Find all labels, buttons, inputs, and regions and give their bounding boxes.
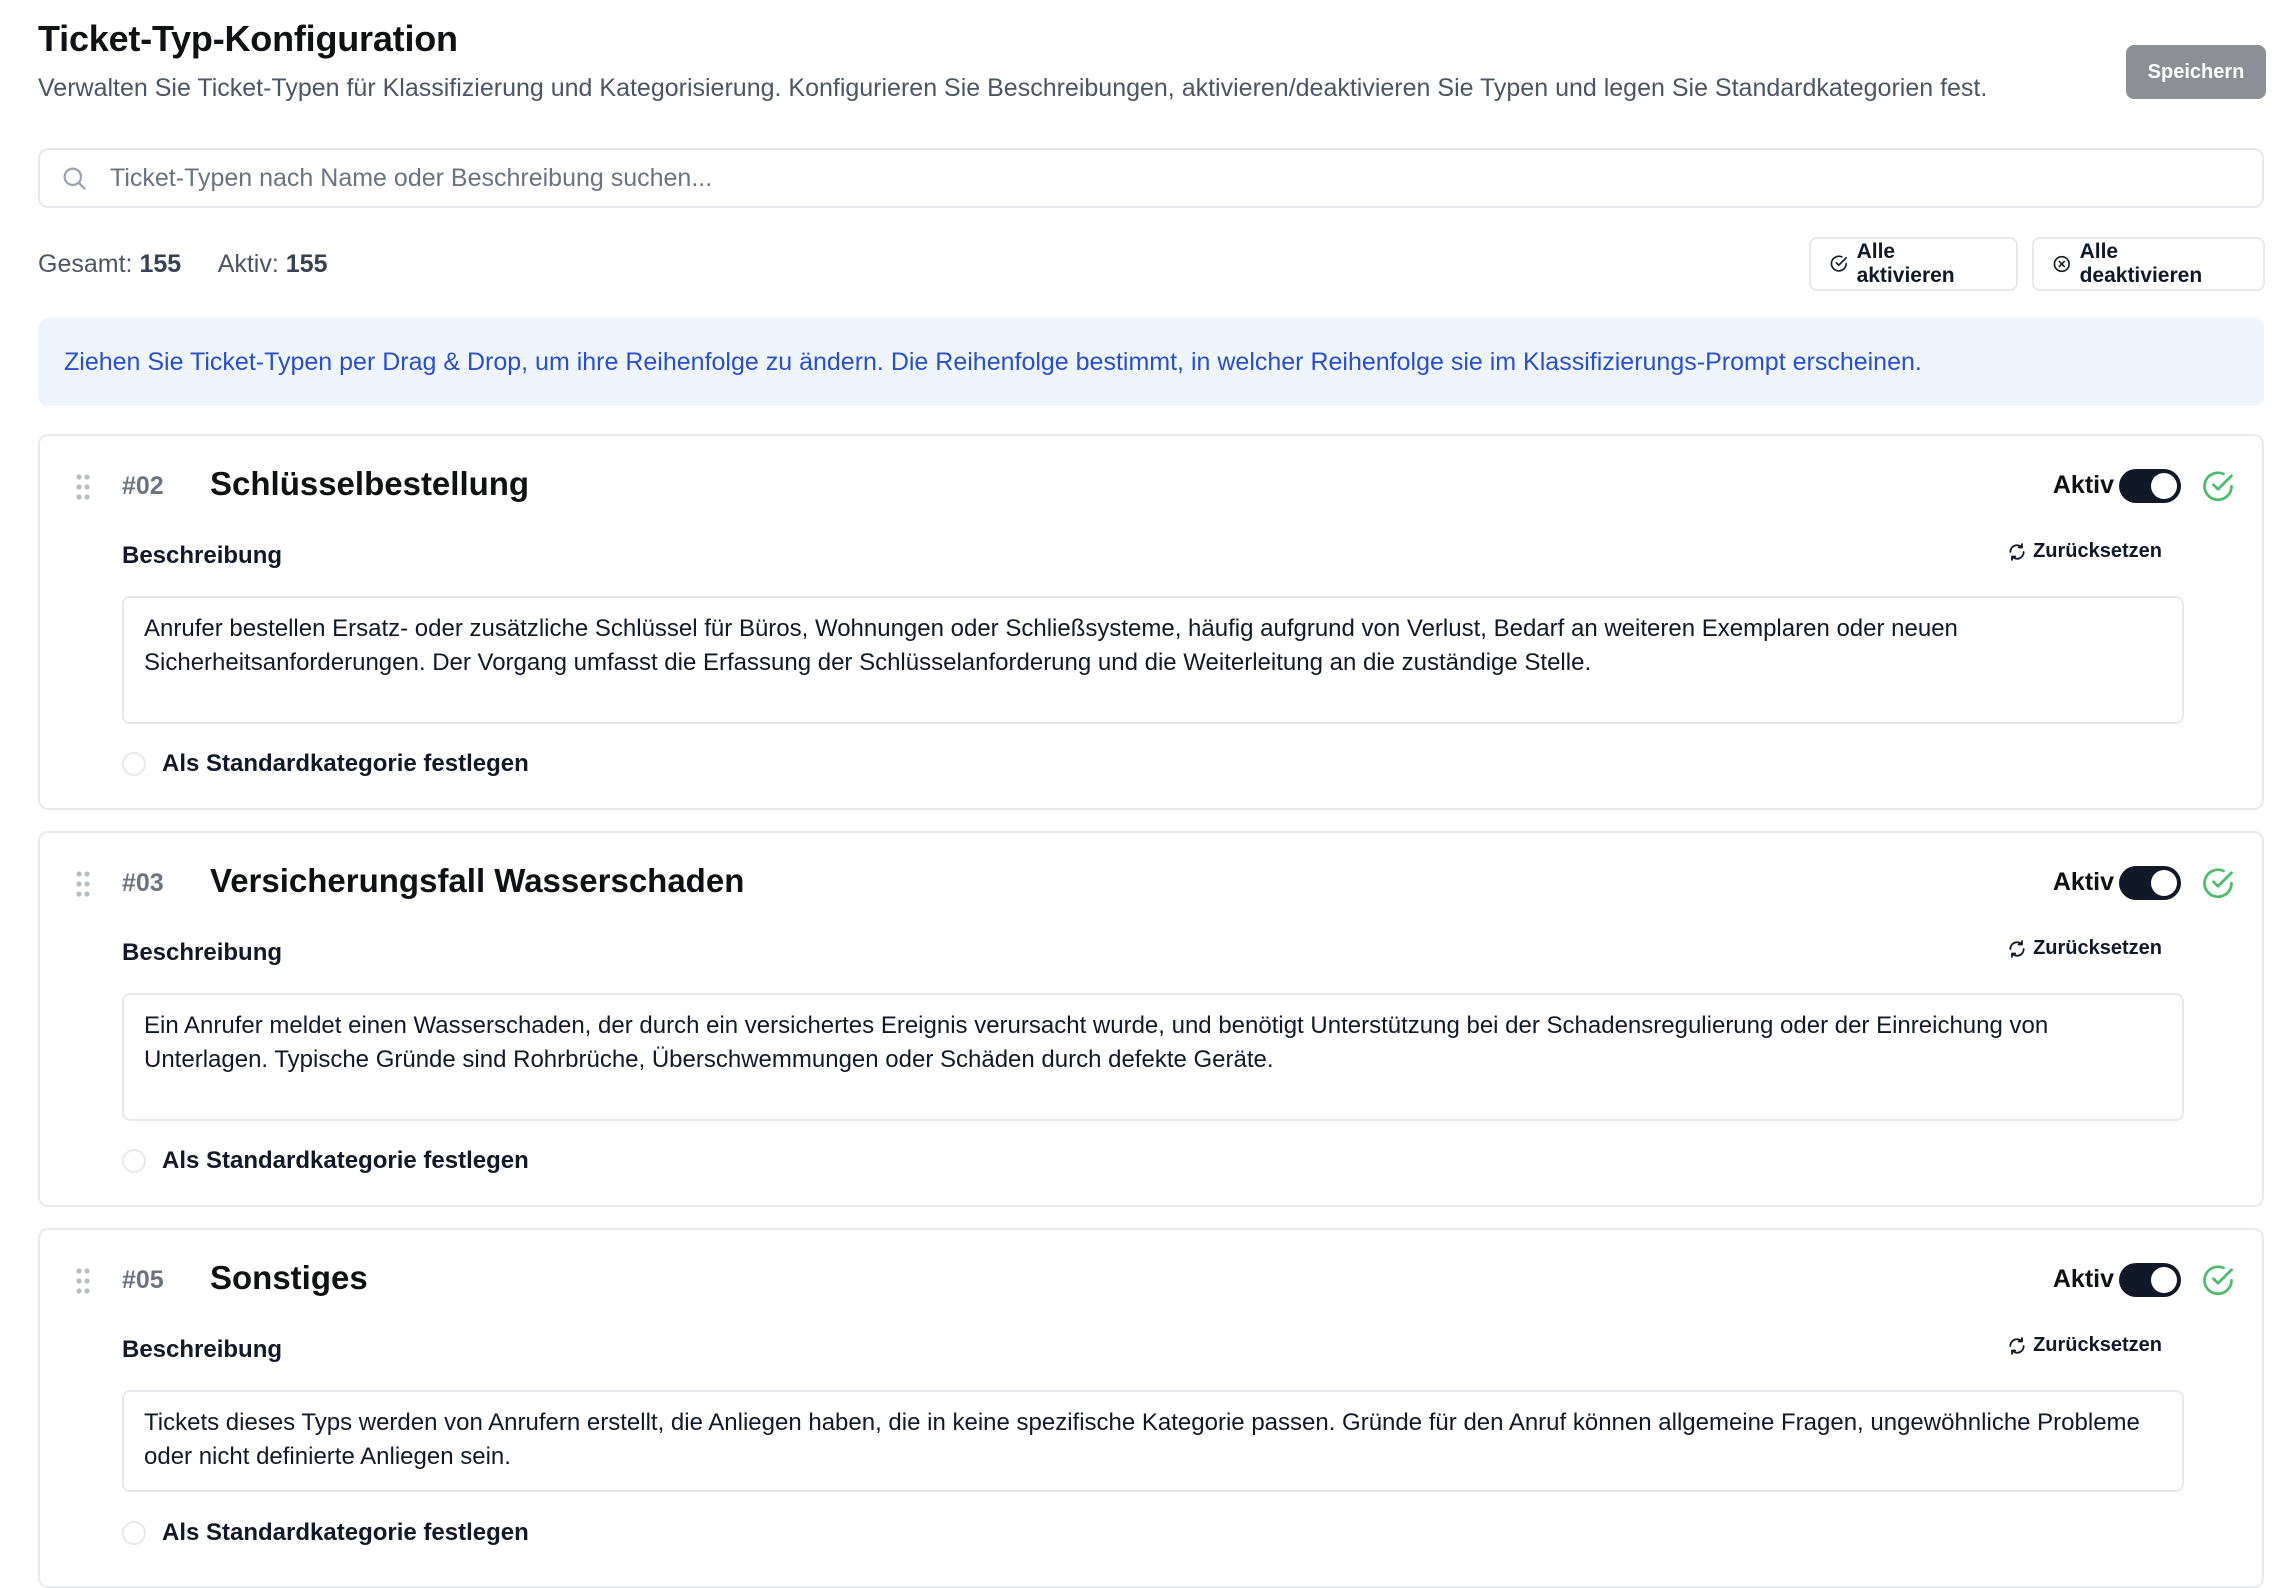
active-toggle[interactable] <box>2119 866 2181 900</box>
default-category-label: Als Standardkategorie festlegen <box>162 1519 529 1546</box>
drag-handle-icon[interactable] <box>76 474 90 500</box>
active-toggle-label: Aktiv <box>2052 471 2114 499</box>
default-category-label: Als Standardkategorie festlegen <box>162 750 529 777</box>
description-textarea[interactable]: Anrufer bestellen Ersatz- oder zusätzliche Schlüssel für Büros, Wohnungen oder Schließsysteme, häufig aufgrund von Verlust, Bedarf an weiteren Exemplaren oder neuen Sicherheitsanforderungen. Der Vorgang umfasst die Erfassung der Schlüsselanforderung und die Weiterleitung an die zuständige Stelle. <box>122 596 2184 724</box>
reset-button[interactable] <box>2007 540 2162 563</box>
ticket-type-number: #02 <box>122 472 164 500</box>
ticket-type-card[interactable] <box>38 1228 2264 1588</box>
x-circle-icon <box>2052 254 2072 274</box>
ticket-type-name: Schlüsselbestellung <box>210 465 530 502</box>
check-circle-icon <box>1829 254 1849 274</box>
reset-label: Zurücksetzen <box>2033 937 2162 959</box>
save-button[interactable]: Speichern <box>2126 45 2266 99</box>
description-label: Beschreibung <box>122 939 283 966</box>
activate-all-label: Alle aktivieren <box>1856 240 1955 287</box>
active-toggle-label: Aktiv <box>2052 1265 2114 1293</box>
stats-summary <box>38 250 327 279</box>
description-label: Beschreibung <box>122 542 283 569</box>
default-category-radio[interactable] <box>122 1149 146 1173</box>
check-circle-icon <box>2200 469 2236 505</box>
reset-label: Zurücksetzen <box>2033 540 2162 562</box>
page-title: Ticket-Typ-Konfiguration <box>38 18 458 59</box>
active-toggle-label: Aktiv <box>2052 868 2114 896</box>
check-circle-icon <box>2200 866 2236 902</box>
page-subtitle: Verwalten Sie Ticket-Typen für Klassifizierung und Kategorisierung. Konfigurieren Sie Beschreibungen, aktivieren/deaktivieren Sie Typen und legen Sie Standardkategorien fest. <box>38 74 1988 102</box>
ticket-type-name: Versicherungsfall Wasserschaden <box>210 862 745 899</box>
ticket-type-number: #05 <box>122 1266 164 1294</box>
toggle-knob <box>2151 1267 2177 1293</box>
ticket-type-card[interactable] <box>38 434 2264 810</box>
default-category-label: Als Standardkategorie festlegen <box>162 1147 529 1174</box>
active-toggle[interactable] <box>2119 469 2181 503</box>
active-count: 155 <box>285 250 328 278</box>
drag-drop-info-banner: Ziehen Sie Ticket-Typen per Drag & Drop, um ihre Reihenfolge zu ändern. Die Reihenfolge bestimmt, in welcher Reihenfolge sie im Klassifizierungs-Prompt erscheinen. <box>38 318 2264 406</box>
total-count: 155 <box>139 250 182 278</box>
default-category-radio[interactable] <box>122 752 146 776</box>
reset-label: Zurücksetzen <box>2033 1334 2162 1356</box>
ticket-type-number: #03 <box>122 869 164 897</box>
drag-handle-icon[interactable] <box>76 871 90 897</box>
refresh-icon <box>2007 939 2027 959</box>
refresh-icon <box>2007 542 2027 562</box>
description-textarea[interactable]: Tickets dieses Typs werden von Anrufern erstellt, die Anliegen haben, die in keine spezifische Kategorie passen. Gründe für den Anruf können allgemeine Fragen, ungewöhnliche Probleme oder nicht definierte Anliegen sein. <box>122 1390 2184 1492</box>
drag-handle-icon[interactable] <box>76 1268 90 1294</box>
reset-button[interactable] <box>2007 1334 2162 1357</box>
search-input[interactable] <box>108 163 2262 194</box>
deactivate-all-button[interactable] <box>2032 237 2265 291</box>
default-category-radio[interactable] <box>122 1521 146 1545</box>
refresh-icon <box>2007 1336 2027 1356</box>
toggle-knob <box>2151 473 2177 499</box>
default-category-option[interactable] <box>122 1147 529 1175</box>
reset-button[interactable] <box>2007 937 2162 960</box>
search-icon <box>60 164 88 192</box>
ticket-type-card[interactable] <box>38 831 2264 1207</box>
description-label: Beschreibung <box>122 1336 283 1363</box>
active-toggle[interactable] <box>2119 1263 2181 1297</box>
default-category-option[interactable] <box>122 750 529 778</box>
deactivate-all-label: Alle deaktivieren <box>2079 240 2203 287</box>
search-bar[interactable] <box>38 148 2264 208</box>
ticket-type-name: Sonstiges <box>210 1259 368 1296</box>
total-label: Gesamt: <box>38 250 133 278</box>
activate-all-button[interactable] <box>1809 237 2018 291</box>
description-textarea[interactable]: Ein Anrufer meldet einen Wasserschaden, der durch ein versichertes Ereignis verursacht wurde, und benötigt Unterstützung bei der Schadensregulierung oder der Einreichung von Unterlagen. Typische Gründe sind Rohrbrüche, Überschwemmungen oder Schäden durch defekte Geräte. <box>122 993 2184 1121</box>
default-category-option[interactable] <box>122 1519 529 1547</box>
check-circle-icon <box>2200 1263 2236 1299</box>
active-label: Aktiv: <box>217 250 279 278</box>
toggle-knob <box>2151 870 2177 896</box>
